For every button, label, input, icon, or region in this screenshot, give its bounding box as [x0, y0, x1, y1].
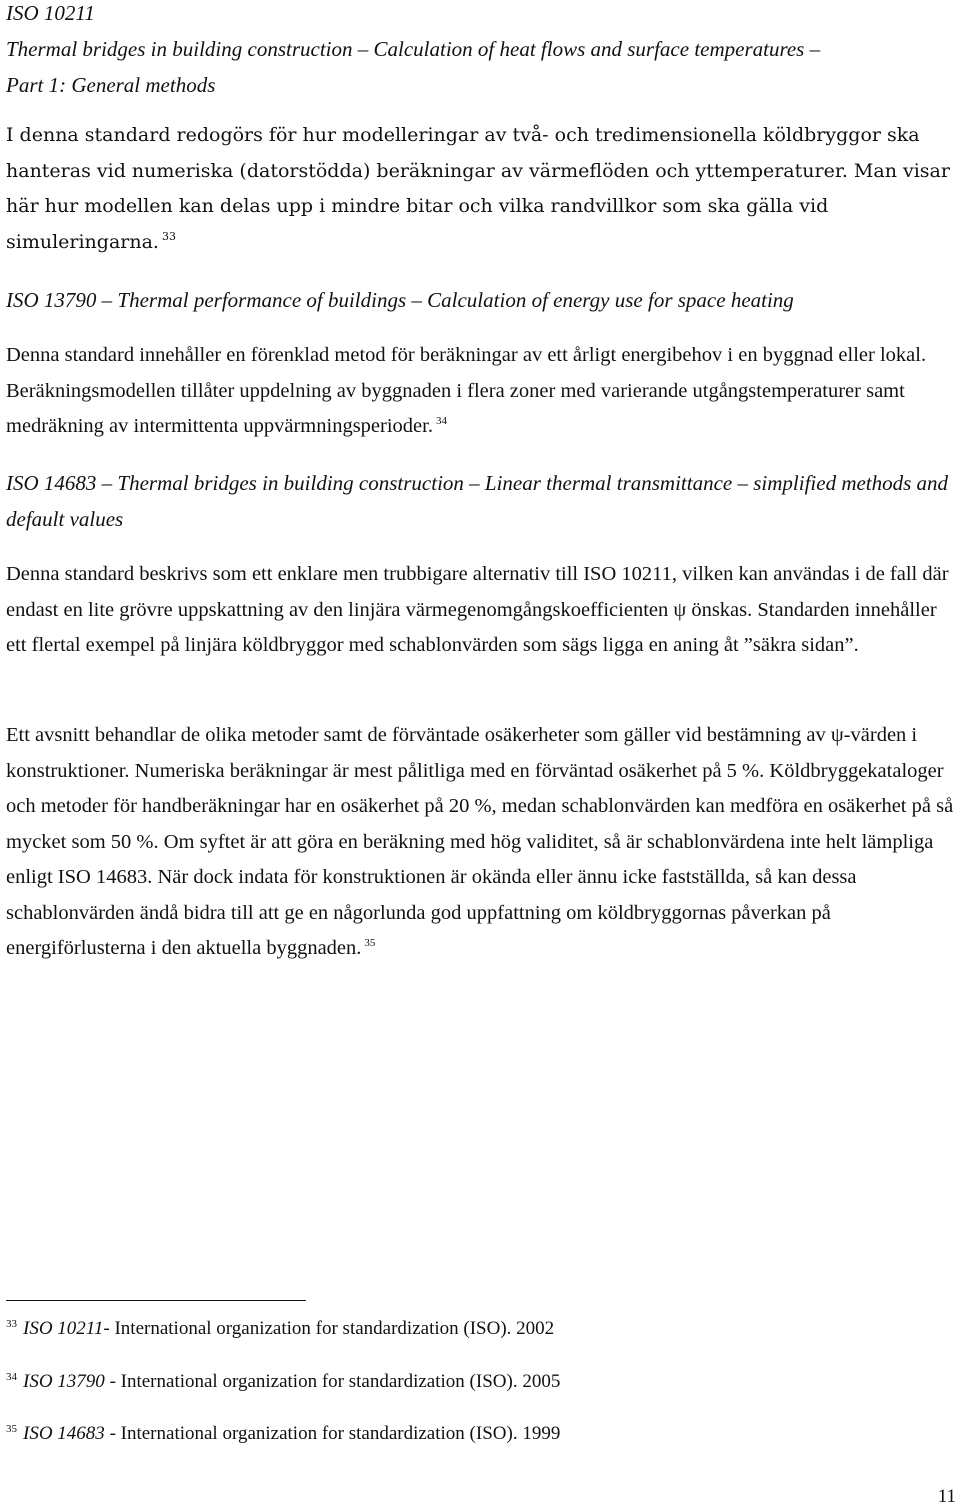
paragraph-text: Ett avsnitt behandlar de olika metoder samt de förväntade osäkerheter som gäller vid bestämning av ψ-värden i konstruktioner. Numeriska beräkningar är mest pålitliga med en förväntad osäkerhet på 5 %. Köldbryggekataloger och metoder för handberäkningar har en osäkerhet på 20 %, medan schablonvärden kan medföra en osäkerhet på så mycket som 50 %. Om syftet är att göra en beräkning med hög validitet, så är schablonvärdena inte helt lämpliga enligt ISO 14683. När dock indata för konstruktionen är okända eller ännu icke fastställda, så kan dessa schablonvärden ändå bidra till att ge en någorlunda god uppfattning om köldbryggornas påverkan på energiförlusterna i den aktuella byggnaden.	[6, 724, 954, 959]
footnote-reference: 34	[435, 415, 447, 428]
footnote-reference: 35	[364, 937, 376, 950]
heading-line: Thermal bridges in building construction – Calculation of heat flows and surface temperatures –	[6, 37, 821, 61]
footnote-text: - International organization for standardization (ISO). 2005	[104, 1371, 561, 1392]
section-heading-iso-14683	[6, 465, 954, 537]
heading-line: ISO 13790 – Thermal performance of buildings – Calculation of energy use for space heating	[6, 288, 794, 312]
footnote-reference: 33	[161, 230, 176, 244]
footnote-title: ISO 10211	[23, 1318, 104, 1339]
footnote-text: - International organization for standardization (ISO). 2002	[103, 1318, 555, 1339]
paragraph-text: I denna standard redogörs för hur modelleringar av två- och tredimensionella köldbryggor ska hanteras vid numeriska (datorstödda) beräkningar av värmeflöden och yttemperaturer. Man visar här hur modellen kan delas upp i mindre bitar och vilka randvillkor som ska gälla vid simuleringarna.	[6, 124, 950, 253]
paragraph-text: Denna standard innehåller en förenklad metod för beräkningar av ett årligt energibehov i en byggnad eller lokal. Beräkningsmodellen tillåter uppdelning av byggnaden i flera zoner med varierande utgångstemperaturer samt medräkning av intermittenta uppvärmningsperioder.	[6, 344, 927, 437]
footnote-mark: 33	[6, 1317, 17, 1330]
footnote-title: ISO 14683	[23, 1423, 105, 1444]
footnote-35	[6, 1422, 560, 1446]
section-paragraph-iso-13790	[6, 338, 954, 445]
heading-line: ISO 10211	[6, 1, 95, 25]
section-paragraph-iso-10211	[6, 118, 954, 260]
footnote-separator	[6, 1300, 306, 1301]
footnote-title: ISO 13790	[23, 1371, 105, 1392]
section-paragraph-iso-14683	[6, 557, 954, 664]
footnote-mark: 34	[6, 1370, 17, 1383]
footnote-34	[6, 1370, 560, 1394]
heading-line: Part 1: General methods	[6, 73, 216, 97]
section-paragraph-iso-14683-uncertainty	[6, 718, 954, 967]
page-number: 11	[937, 1486, 956, 1507]
footnote-mark: 35	[6, 1422, 17, 1435]
heading-text: ISO 14683 – Thermal bridges in building construction – Linear thermal transmittance – simplified methods and default values	[6, 471, 949, 531]
footnote-text: - International organization for standardization (ISO). 1999	[104, 1423, 561, 1444]
section-heading-iso-10211	[6, 0, 954, 103]
footnote-33	[6, 1317, 554, 1341]
section-heading-iso-13790	[6, 282, 954, 318]
paragraph-text: Denna standard beskrivs som ett enklare men trubbigare alternativ till ISO 10211, vilken kan användas i de fall där endast en lite grövre uppskattning av den linjära värmegenomgångskoefficienten ψ önskas. Standarden innehåller ett flertal exempel på linjära köldbryggor med schablonvärden som sägs ligga en aning åt ”säkra sidan”.	[6, 563, 949, 656]
